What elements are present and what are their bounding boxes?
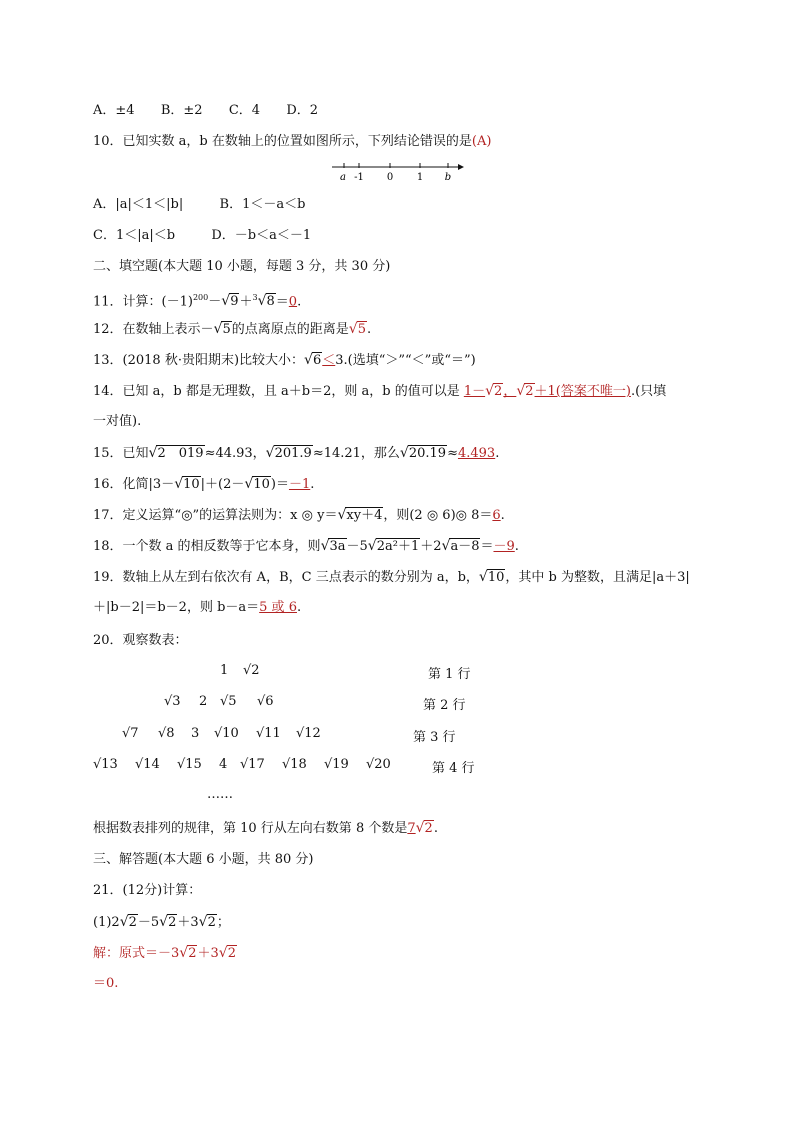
q21-solution-result: ＝0.	[93, 976, 119, 991]
q9-option-a: A．±4	[93, 103, 135, 118]
radical: √xy＋4	[337, 507, 383, 523]
q10-option-a: A．|a|＜1＜|b|	[93, 197, 184, 212]
numline-label-neg1: -1	[354, 172, 364, 183]
radical: √2	[159, 914, 177, 930]
q10-option-b: B．1＜－a＜b	[219, 197, 306, 212]
q9-options	[93, 102, 318, 120]
q14-answer: 1－√2，√2＋1(答案不唯一)	[463, 383, 631, 399]
table-cell: √10	[214, 726, 239, 741]
radical: √9	[221, 293, 239, 310]
radical: √8	[257, 293, 275, 310]
q19-continued: ＋|b－2|＝b－2，则 b－a＝5 或 6.	[93, 600, 302, 615]
radical: √2	[218, 945, 236, 961]
q20-stem: 20．观察数表：	[93, 633, 188, 648]
q10-options-ab	[93, 196, 305, 214]
radical: √a－8	[441, 538, 480, 554]
table-cell: √19	[324, 757, 349, 772]
numline-label-a: a	[340, 172, 346, 183]
q9-option-b: B．±2	[160, 103, 203, 118]
q17-answer: 6	[492, 508, 501, 523]
q11-answer: 0	[288, 294, 298, 310]
table-cell: √20	[366, 757, 391, 772]
q17: 17．定义运算“◎”的运算法则为：x ◎ y＝√xy＋4，则(2 ◎ 6)◎ 8＝6.	[93, 507, 505, 523]
q19-answer: 5 或 6	[259, 600, 297, 615]
radical: √5	[213, 321, 231, 337]
q10-stem: 10．已知实数 a，b 在数轴上的位置如图所示，下列结论错误的是(A)	[93, 134, 492, 149]
radical: √2	[119, 914, 137, 930]
numline-label-b: b	[444, 172, 452, 183]
radical: √2 019	[148, 445, 204, 461]
row-label-2: 第 2 行	[423, 698, 466, 713]
table-cell: √12	[296, 726, 321, 741]
row-label-4: 第 4 行	[432, 761, 475, 776]
numline-label-0: 0	[386, 172, 394, 183]
q18-answer: －9	[493, 539, 515, 554]
q16-answer: －1	[288, 477, 311, 492]
table-cell: 3	[191, 726, 200, 741]
q19: 19．数轴上从左到右依次有 A，B，C 三点表示的数分别为 a，b，√10，其中 b 为整数，且满足|a＋3|	[93, 569, 690, 585]
q13-answer: ＜	[322, 353, 336, 368]
q15: 15．已知√2 019≈44.93，√201.9≈14.21，那么√20.19≈4.493.	[93, 445, 500, 461]
q18: 18．一个数 a 的相反数等于它本身，则√3a－5√2a²＋1＋2√a－8＝－9.	[93, 538, 519, 554]
numline-label-1: 1	[416, 172, 424, 183]
table-cell: √13	[93, 757, 118, 772]
table-cell: √17	[240, 757, 265, 772]
q10-options-cd	[93, 227, 311, 245]
q21-part1: (1)2√2－5√2＋3√2；	[93, 914, 230, 930]
radical: √201.9	[265, 445, 312, 461]
radical: √10	[174, 476, 200, 492]
table-cell: 1	[220, 663, 229, 678]
radical: √10	[244, 476, 270, 492]
q9-option-c: C．4	[228, 103, 261, 118]
radical: √2	[198, 914, 216, 930]
q11: 11．计算：$(-1)^{200}-√9+^3√8=0$.	[93, 293, 302, 310]
q10-answer: (A)	[471, 134, 492, 149]
q10-number-line	[330, 160, 464, 184]
table-cell: 2	[199, 694, 208, 709]
section-2-heading: 二、填空题(本大题 10 小题，每题 3 分，共 30 分)	[93, 259, 391, 274]
table-cell: √3	[164, 694, 181, 709]
table-cell: √18	[282, 757, 307, 772]
q20-conclusion: 根据数表排列的规律，第 10 行从左向右数第 8 个数是7√2.	[93, 820, 438, 836]
table-ellipsis: ……	[207, 787, 233, 802]
table-cell: √14	[135, 757, 160, 772]
q12: 12．在数轴上表示－√5的点离原点的距离是√5.	[93, 321, 372, 337]
q13: 13．(2018 秋·贵阳期末)比较大小：√6＜3.(选填“＞”“＜”或“＝”)	[93, 352, 476, 368]
q16: 16．化简|3－√10|＋(2－√10)＝－1.	[93, 476, 315, 492]
q14-continued: 一对值).	[93, 414, 142, 429]
table-cell: √6	[257, 694, 274, 709]
row-label-3: 第 3 行	[413, 730, 456, 745]
row-label-1: 第 1 行	[428, 667, 471, 682]
table-cell: 4	[219, 757, 228, 772]
q15-answer: 4.493	[457, 446, 496, 461]
radical: √2a²＋1	[367, 538, 420, 554]
radical: √6	[304, 352, 322, 368]
radical: √3a	[320, 538, 346, 554]
radical: √20.19	[399, 445, 447, 461]
table-cell: √5	[220, 694, 237, 709]
q10-option-d: D．－b＜a＜－1	[211, 228, 312, 243]
radical: √2	[179, 945, 197, 961]
q21-solution: 解：原式＝－3√2＋3√2	[93, 945, 236, 961]
section-3-heading: 三、解答题(本大题 6 小题，共 80 分)	[93, 852, 314, 867]
table-cell: √8	[158, 726, 175, 741]
q10-option-c: C．1＜|a|＜b	[93, 228, 176, 243]
q9-option-d: D．2	[286, 103, 319, 118]
radical: √10	[478, 569, 505, 585]
q12-answer: √5	[348, 321, 366, 337]
table-cell: √15	[177, 757, 202, 772]
q14: 14．已知 a，b 都是无理数，且 a＋b＝2，则 a，b 的值可以是 1－√2，√2＋1(答案不唯一).(只填	[93, 383, 667, 399]
table-cell: √2	[243, 663, 260, 678]
table-cell: √7	[122, 726, 139, 741]
table-cell: √11	[256, 726, 281, 741]
q21-heading: 21．(12分)计算：	[93, 883, 202, 898]
q20-answer: 7√2	[407, 820, 433, 836]
